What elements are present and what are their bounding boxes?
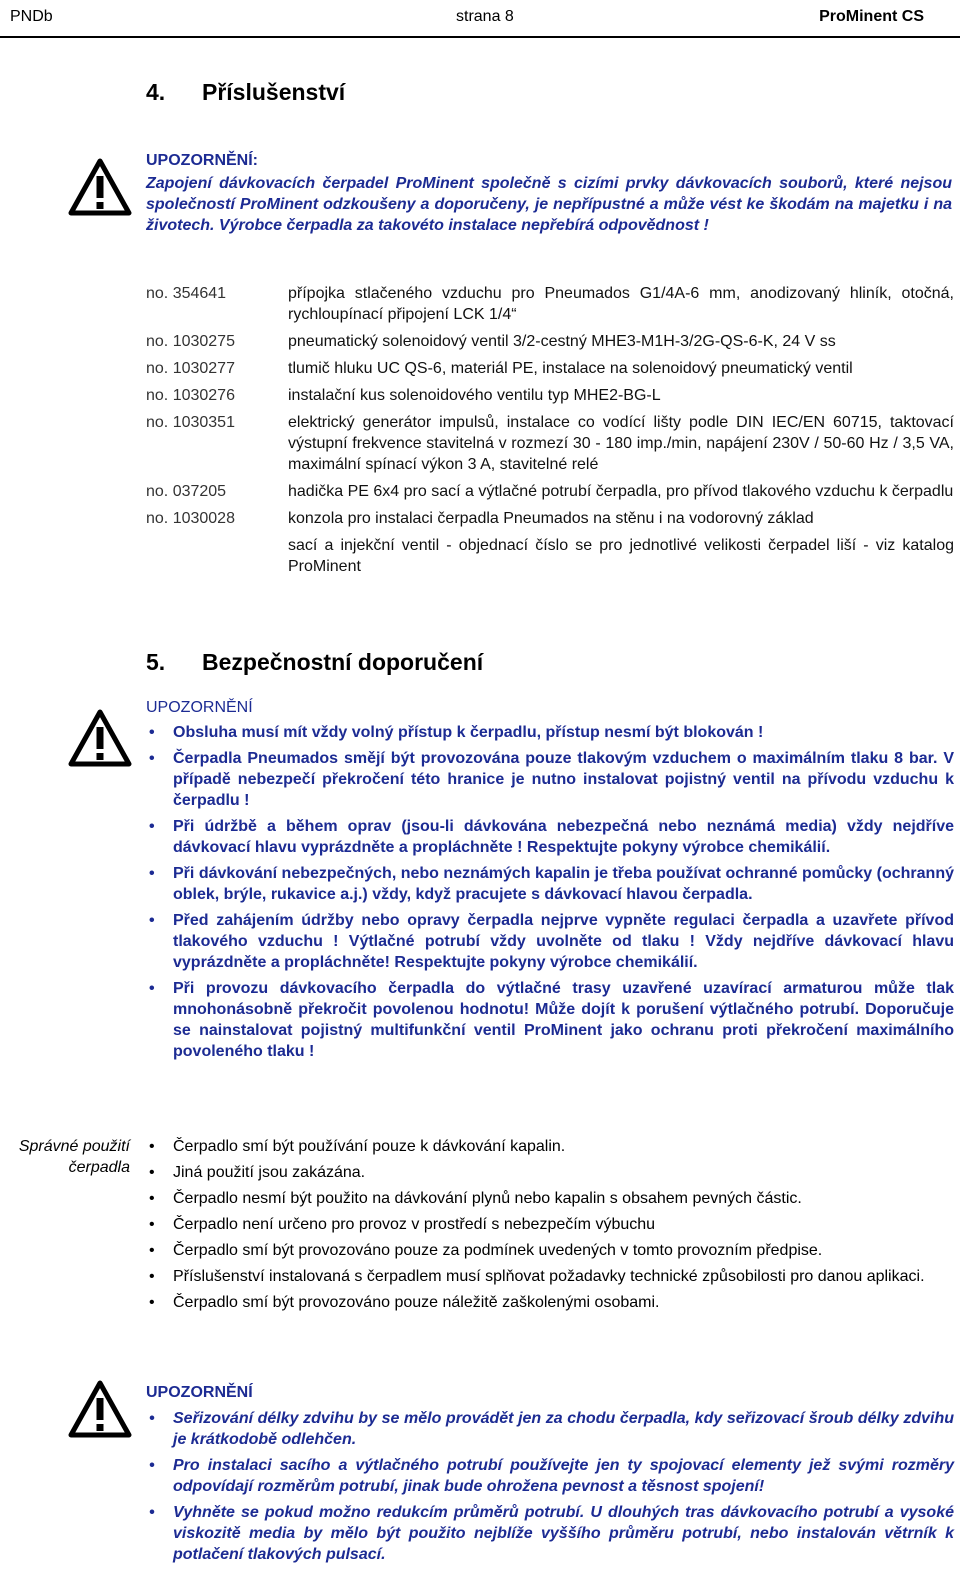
section-4-number: 4. (146, 79, 166, 105)
accessory-description: tlumič hluku UC QS-6, materiál PE, instalace na solenoidový pneumatický ventil (288, 360, 853, 377)
list-item-text: Při dávkování nebezpečných, nebo neznámých kapalin je třeba používat ochranné pomůcky (ochranný oblek, brýle, rukavice a.j.) vždy, když pracujete s dávkovací hlavou čerpadla. (173, 865, 954, 903)
bullet-icon: • (149, 724, 155, 741)
accessory-row (146, 535, 954, 577)
bullet-icon: • (149, 750, 155, 767)
list-item (146, 722, 954, 743)
list-item-text: Před zahájením údržby nebo opravy čerpadla nejprve vypněte regulaci čerpadla a uzavřete přívod tlakového vzduchu ! Výtlačné potrubí vždy uvolněte od tlaku ! Vždy nejdříve dávkovací hlavu vyprázdněte a propláchněte! Respektujte pokyny výrobce chemikálií. (173, 912, 954, 971)
list-item (146, 1455, 954, 1497)
accessory-description: instalační kus solenoidového ventilu typ MHE2-BG-L (288, 387, 661, 404)
list-item-text: Pro instalaci sacího a výtlačného potrubí používejte jen ty spojovací elementy jež svými rozměry odpovídají rozměrům potrubí, jinak bude ohrožena pevnost a těsnost spojení! (173, 1457, 954, 1495)
accessory-row (146, 331, 954, 352)
accessory-number: no. 1030028 (146, 510, 235, 527)
accessory-description: hadička PE 6x4 pro sací a výtlačné potrubí čerpadla, pro přívod tlakového vzduchu k čerpadlu (288, 483, 954, 500)
list-item (146, 1188, 954, 1209)
list-item-text: Čerpadla Pneumados smějí být provozována pouze tlakovým vzduchem o maximálním tlaku 8 bar. V případě nebezpečí překročení této hranice je nutno instalovat pojistný ventil na přívodu vzduchu k čerpadlu ! (173, 750, 954, 809)
warning-triangle-icon (68, 1380, 132, 1438)
warning-triangle-icon (68, 709, 132, 767)
list-item (146, 1408, 954, 1450)
list-item-text: Příslušenství instalovaná s čerpadlem musí splňovat požadavky technické způsobilosti pro danou aplikaci. (173, 1268, 925, 1285)
accessory-row (146, 358, 954, 379)
list-item (146, 1292, 954, 1313)
section-5-warning-2-title: UPOZORNĚNÍ (146, 1384, 253, 1401)
section-4-heading (146, 78, 345, 106)
accessory-description: elektrický generátor impulsů, instalace co vodící lišty podle DIN IEC/EN 60715, taktovací výstupní frekvence stavitelná v rozmezí 30 - 180 imp./min, napájení 230V / 50-60 Hz / 3,5 VA, maximální spínací výkon 3 A, stavitelné relé (288, 414, 954, 473)
header-company: ProMinent CS (819, 8, 924, 25)
bullet-icon: • (149, 980, 155, 997)
accessory-number (146, 535, 288, 577)
section-4-warning-title: UPOZORNĚNÍ: (146, 152, 258, 169)
bullet-icon: • (149, 865, 155, 882)
bullet-icon: • (149, 1457, 155, 1474)
safety-warnings-list (146, 722, 954, 1067)
list-item (146, 1266, 954, 1287)
accessory-description: konzola pro instalaci čerpadla Pneumados na stěnu i na vodorovný základ (288, 510, 814, 527)
accessory-number: no. 354641 (146, 285, 227, 302)
accessory-row (146, 508, 954, 529)
bullet-icon: • (149, 1410, 155, 1427)
list-item (146, 863, 954, 905)
section-5-number: 5. (146, 649, 166, 675)
bullet-icon: • (149, 818, 155, 835)
section-5-heading (146, 648, 483, 676)
list-item (146, 748, 954, 811)
bullet-icon: • (149, 1294, 155, 1311)
list-item-text: Při údržbě a během oprav (jsou-li dávkována nebezpečná nebo neznámá media) vždy nejdříve dávkovací hlavu vyprázdněte a propláchněte ! Respektujte pokyny výrobce chemikálií. (173, 818, 954, 856)
bullet-icon: • (149, 1268, 155, 1285)
accessory-number: no. 1030275 (146, 333, 235, 350)
bullet-icon: • (149, 1190, 155, 1207)
list-item (146, 1136, 954, 1157)
accessory-description: přípojka stlačeného vzduchu pro Pneumados G1/4A-6 mm, anodizovaný hliník, otočná, rychloupínací připojení LCK 1/4“ (288, 285, 954, 323)
bullet-icon: • (149, 1242, 155, 1259)
header-doc-code: PNDb (10, 8, 53, 25)
section-4-warning-text: Zapojení dávkovacích čerpadel ProMinent společně s cizími prvky dávkovacích souborů, které nejsou společností ProMinent odzkoušeny a doporučeny, je nepřípustné a může vést ke škodám na majetku i na životech. Výrobce čerpadla za takovéto instalace nepřebírá odpovědnost ! (146, 175, 952, 234)
list-item (146, 816, 954, 858)
bullet-icon: • (149, 1216, 155, 1233)
bullet-icon: • (149, 1138, 155, 1155)
section-5-warning-title: UPOZORNĚNÍ (146, 699, 253, 716)
accessory-number: no. 037205 (146, 483, 227, 500)
accessory-number: no. 1030277 (146, 360, 235, 377)
header-divider (0, 36, 960, 38)
bullet-icon: • (149, 1164, 155, 1181)
accessories-list (146, 283, 954, 583)
accessory-description: pneumatický solenoidový ventil 3/2-cestný MHE3-M1H-3/2G-QS-6-K, 24 V ss (288, 333, 836, 350)
list-item-text: Čerpadlo nesmí být použito na dávkování plynů nebo kapalin s obsahem pevných částic. (173, 1190, 802, 1207)
header-page-number: strana 8 (456, 8, 514, 25)
accessory-description: sací a injekční ventil - objednací číslo se pro jednotlivé velikosti čerpadel liší - viz katalog ProMinent (288, 537, 954, 575)
usage-side-label: Správné použití čerpadla (18, 1138, 130, 1176)
list-item-text: Při provozu dávkovacího čerpadla do výtlačné trasy uzavřené uzavírací armaturou může tlak mnohonásobně překročit povolenou hodnotu! Může dojít k porušení výtlačného potrubí. Doporučuje se nainstalovat pojistný multifunkční ventil ProMinent jako ochranu proti překročení maximálního povoleného tlaku ! (173, 980, 954, 1060)
bullet-icon: • (149, 1504, 155, 1521)
usage-list (146, 1136, 954, 1318)
accessory-number: no. 1030276 (146, 387, 235, 404)
list-item (146, 1214, 954, 1235)
warning-triangle-icon (68, 158, 132, 216)
list-item-text: Čerpadlo smí být provozováno pouze za podmínek uvedených v tomto provozním předpise. (173, 1242, 823, 1259)
list-item-text: Jiná použití jsou zakázána. (173, 1164, 366, 1181)
list-item (146, 1240, 954, 1261)
section-4-title: Příslušenství (202, 79, 346, 105)
list-item (146, 1502, 954, 1565)
list-item-text: Obsluha musí mít vždy volný přístup k čerpadlu, přístup nesmí být blokován ! (173, 724, 764, 741)
section-5-title: Bezpečnostní doporučení (202, 649, 484, 675)
list-item (146, 1162, 954, 1183)
list-item-text: Čerpadlo smí být používání pouze k dávkování kapalin. (173, 1138, 566, 1155)
list-item-text: Čerpadlo není určeno pro provoz v prostředí s nebezpečím výbuchu (173, 1216, 656, 1233)
accessory-number: no. 1030351 (146, 414, 235, 431)
accessory-row (146, 412, 954, 475)
accessory-row (146, 283, 954, 325)
list-item-text: Vyhněte se pokud možno redukcím průměrů potrubí. U dlouhých tras dávkovacího potrubí a vysoké viskozitě media by mělo být použito nejblíže vyššího průměru potrubí, nebo instalován větrník k potlačení tlakových pulsací. (173, 1504, 954, 1563)
accessory-row (146, 481, 954, 502)
accessory-row (146, 385, 954, 406)
list-item (146, 978, 954, 1062)
bullet-icon: • (149, 912, 155, 929)
list-item-text: Čerpadlo smí být provozováno pouze náležitě zaškolenými osobami. (173, 1294, 660, 1311)
list-item (146, 910, 954, 973)
list-item-text: Seřizování délky zdvihu by se mělo provádět jen za chodu čerpadla, kdy seřizovací šroub délky zdvihu je krátkodobě odlehčen. (173, 1410, 954, 1448)
adjustment-warnings-list (146, 1408, 954, 1570)
